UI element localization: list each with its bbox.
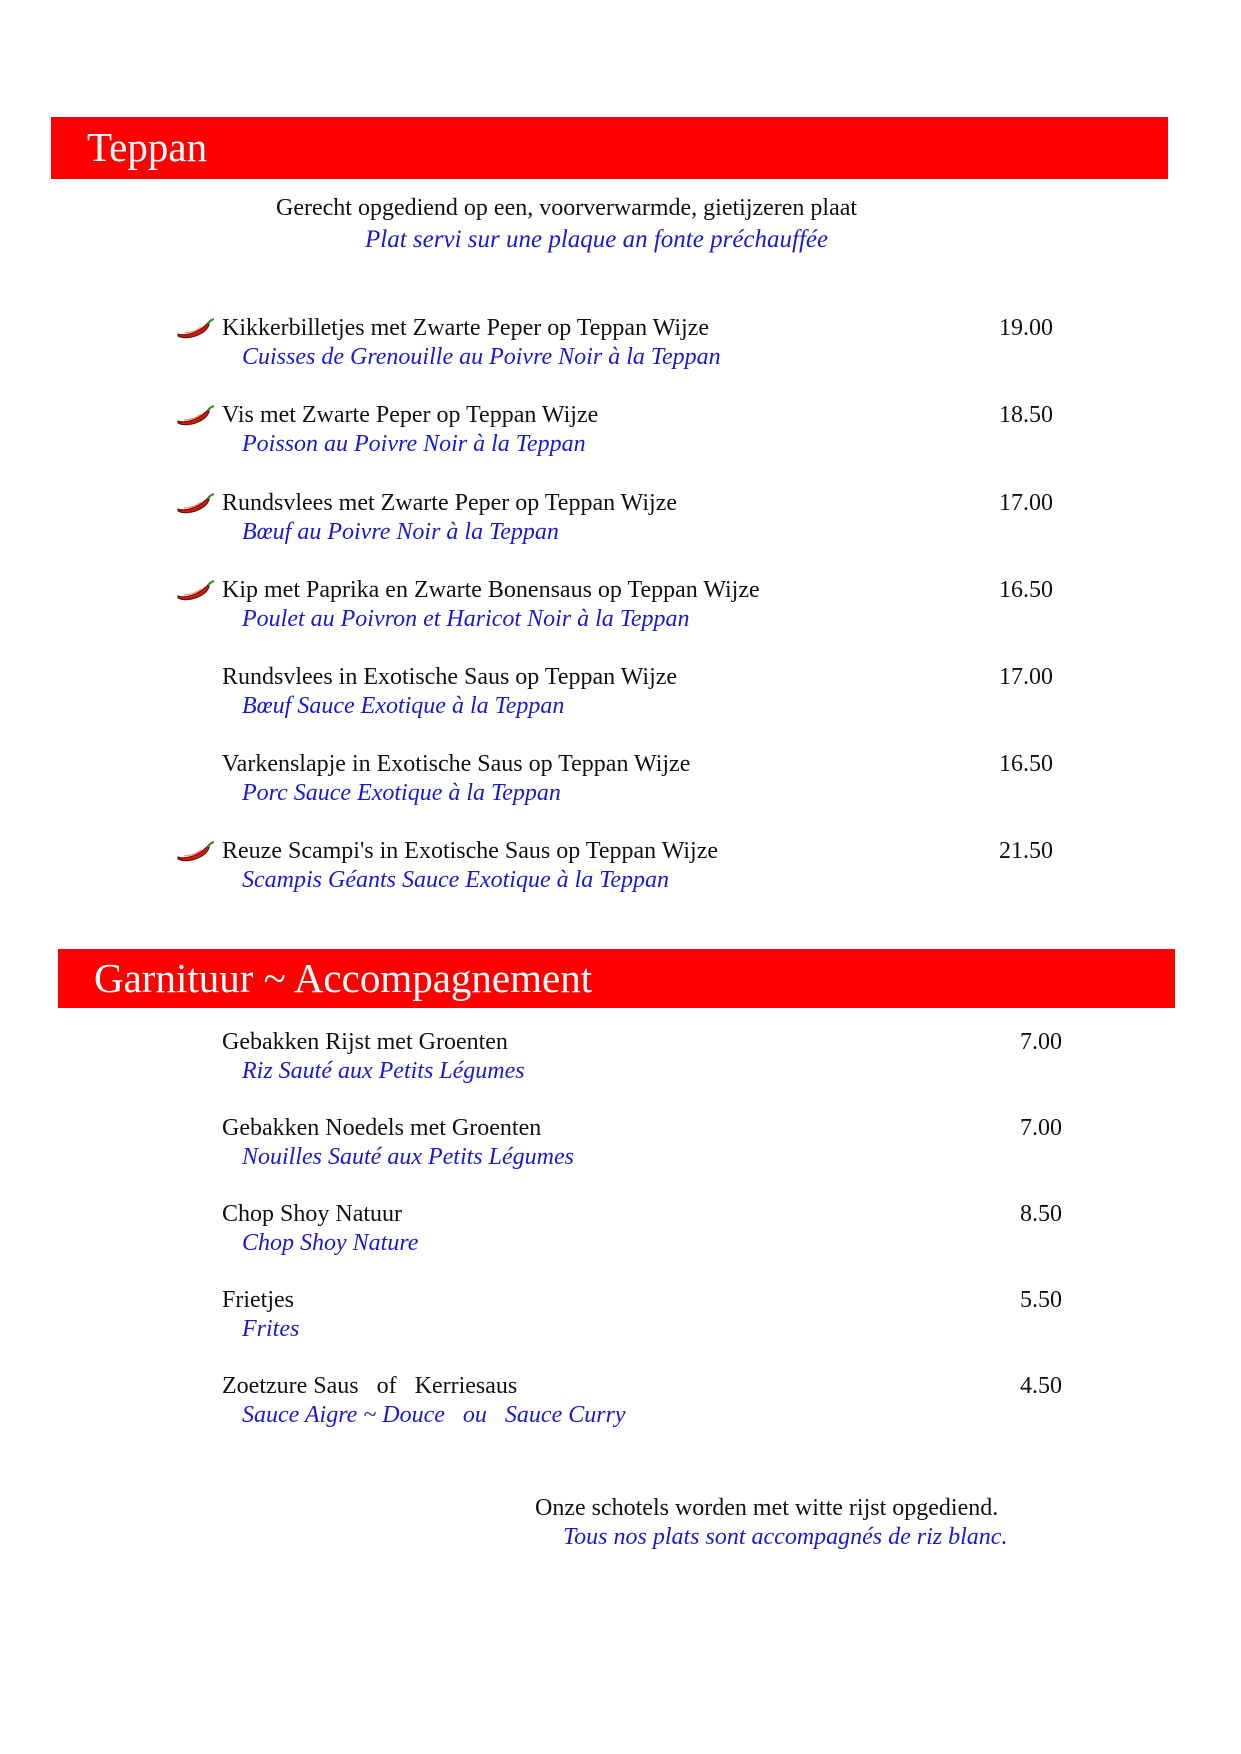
- dish-name-french: Porc Sauce Exotique à la Teppan: [242, 780, 561, 806]
- dish-name-french: Bœuf Sauce Exotique à la Teppan: [242, 693, 565, 719]
- dish-name-dutch: Chop Shoy Natuur: [222, 1201, 402, 1227]
- menu-item: [0, 1201, 1241, 1271]
- dish-name-dutch: Reuze Scampi's in Exotische Saus op Teppan Wijze: [222, 838, 719, 864]
- chili-pepper-icon: [176, 579, 216, 601]
- intro-french: Plat servi sur une plaque an fonte préchauffée: [365, 226, 829, 253]
- menu-item: [0, 664, 1241, 734]
- dish-name-dutch: Gebakken Rijst met Groenten: [222, 1029, 508, 1055]
- menu-item: [0, 490, 1241, 560]
- dish-name-dutch: Zoetzure Saus of Kerriesaus: [222, 1373, 518, 1399]
- dish-price: 16.50: [999, 751, 1053, 777]
- dish-price: 17.00: [999, 490, 1053, 516]
- intro-dutch: Gerecht opgediend op een, voorverwarmde, gietijzeren plaat: [276, 195, 858, 221]
- dish-price: 21.50: [999, 838, 1053, 864]
- dish-name-french: Poulet au Poivron et Haricot Noir à la Teppan: [242, 606, 690, 632]
- menu-item: [0, 577, 1241, 647]
- dish-price: 7.00: [1020, 1029, 1062, 1055]
- dish-price: 18.50: [999, 402, 1053, 428]
- chili-pepper-icon: [176, 840, 216, 862]
- section-banner-garnituur: [58, 949, 1175, 1008]
- dish-price: 8.50: [1020, 1201, 1062, 1227]
- menu-item: [0, 751, 1241, 821]
- dish-name-dutch: Frietjes: [222, 1287, 294, 1313]
- dish-name-french: Frites: [242, 1316, 300, 1342]
- chili-pepper-icon: [176, 404, 216, 426]
- section-banner-teppan: [51, 117, 1168, 179]
- menu-item: [0, 402, 1241, 472]
- menu-item: [0, 838, 1241, 908]
- dish-name-french: Cuisses de Grenouille au Poivre Noir à la Teppan: [242, 344, 721, 370]
- menu-item: [0, 1115, 1241, 1185]
- dish-name-french: Nouilles Sauté aux Petits Légumes: [242, 1144, 574, 1170]
- menu-item: [0, 1287, 1241, 1357]
- dish-name-dutch: Rundsvlees in Exotische Saus op Teppan Wijze: [222, 664, 678, 690]
- dish-name-french: Poisson au Poivre Noir à la Teppan: [242, 431, 586, 457]
- menu-item: [0, 1029, 1241, 1099]
- dish-price: 19.00: [999, 315, 1053, 341]
- dish-name-french: Scampis Géants Sauce Exotique à la Teppan: [242, 867, 670, 893]
- dish-price: 16.50: [999, 577, 1053, 603]
- dish-name-french: Riz Sauté aux Petits Légumes: [242, 1058, 525, 1084]
- section-title: Garnituur ~ Accompagnement: [94, 955, 593, 1001]
- dish-name-french: Chop Shoy Nature: [242, 1230, 419, 1256]
- chili-pepper-icon: [176, 492, 216, 514]
- dish-name-french: Bœuf au Poivre Noir à la Teppan: [242, 519, 559, 545]
- footer-note-dutch: Onze schotels worden met witte rijst opgediend.: [535, 1495, 999, 1521]
- dish-price: 5.50: [1020, 1287, 1062, 1313]
- menu-item: [0, 315, 1241, 385]
- section-title: Teppan: [87, 124, 208, 170]
- dish-name-french: Sauce Aigre ~ Douce ou Sauce Curry: [242, 1402, 626, 1428]
- menu-item: [0, 1373, 1241, 1443]
- chili-pepper-icon: [176, 317, 216, 339]
- dish-name-dutch: Vis met Zwarte Peper op Teppan Wijze: [222, 402, 599, 428]
- footer-note-french: Tous nos plats sont accompagnés de riz blanc.: [563, 1524, 1008, 1550]
- dish-price: 4.50: [1020, 1373, 1062, 1399]
- dish-name-dutch: Gebakken Noedels met Groenten: [222, 1115, 542, 1141]
- dish-name-dutch: Rundsvlees met Zwarte Peper op Teppan Wijze: [222, 490, 678, 516]
- dish-name-dutch: Kikkerbilletjes met Zwarte Peper op Teppan Wijze: [222, 315, 709, 341]
- dish-name-dutch: Varkenslapje in Exotische Saus op Teppan Wijze: [222, 751, 691, 777]
- dish-price: 7.00: [1020, 1115, 1062, 1141]
- dish-price: 17.00: [999, 664, 1053, 690]
- dish-name-dutch: Kip met Paprika en Zwarte Bonensaus op Teppan Wijze: [222, 577, 760, 603]
